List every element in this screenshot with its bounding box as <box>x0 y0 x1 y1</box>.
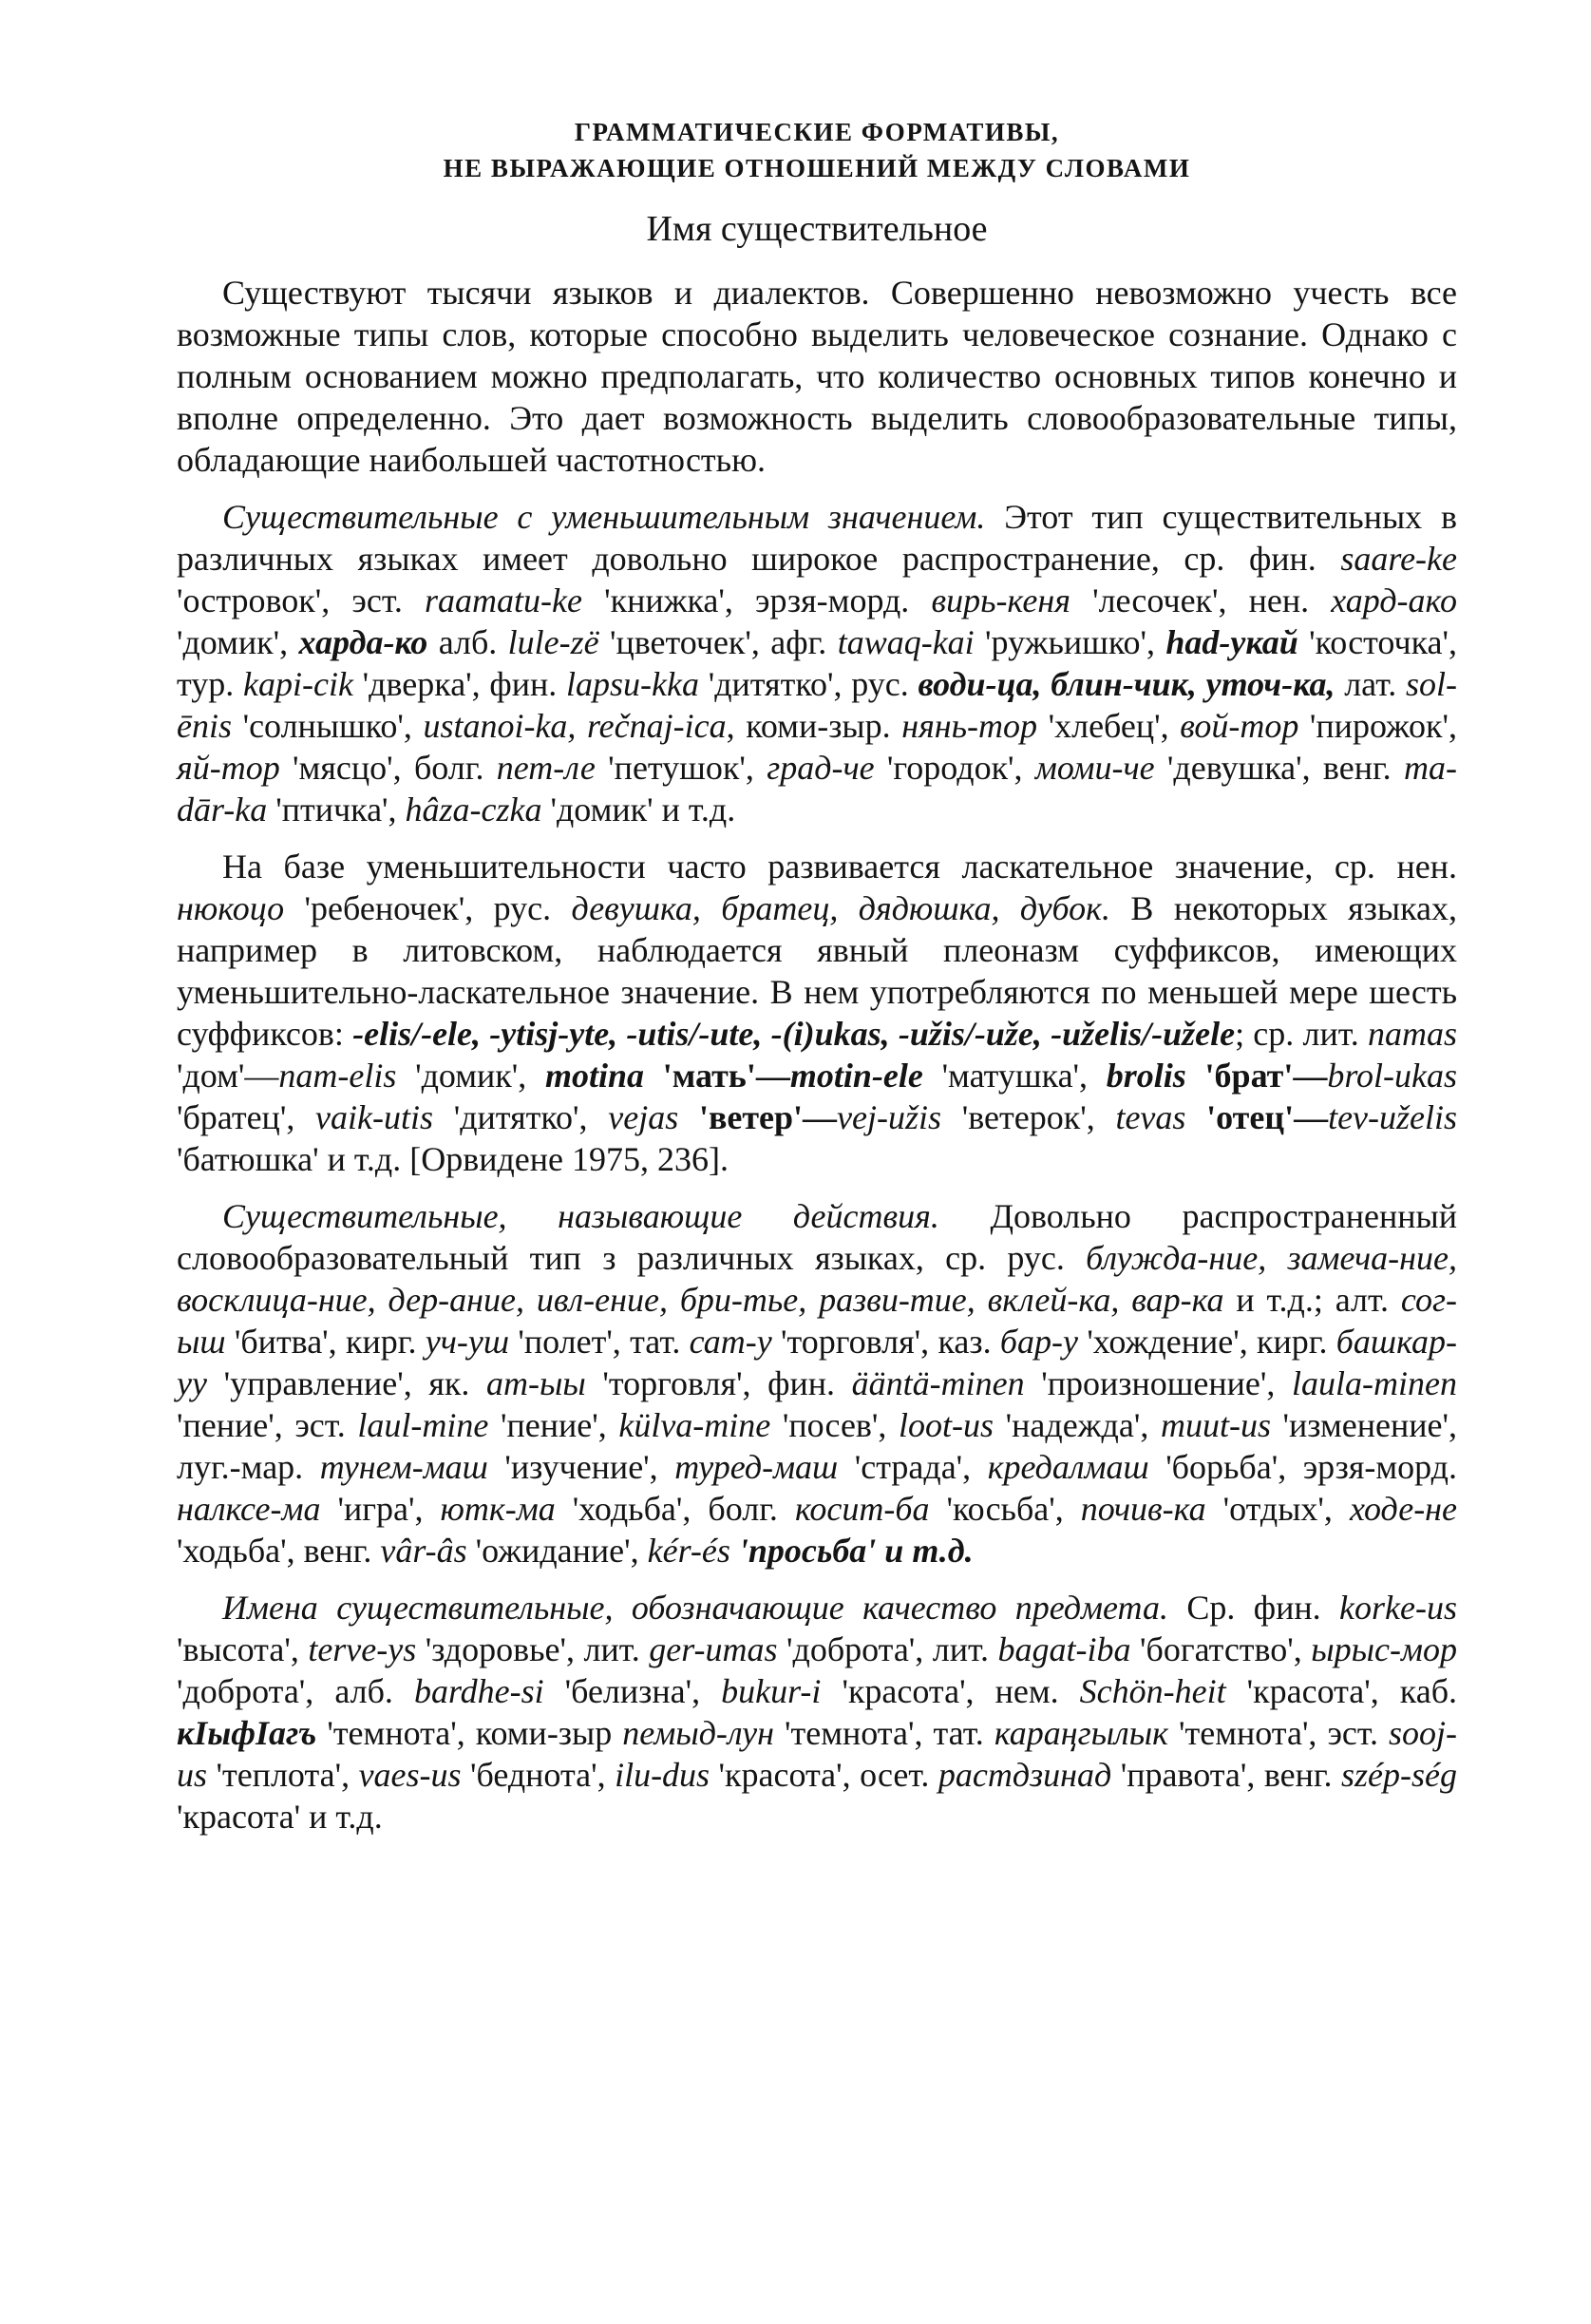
gloss: 'полет', тат. <box>509 1323 690 1361</box>
gloss: 'брат'— <box>1185 1057 1328 1095</box>
gloss: 'цветочек', афг. <box>598 623 838 661</box>
example-word: хард-ако <box>1331 581 1457 619</box>
section-heading-line-2: НЕ ВЫРАЖАЮЩИЕ ОТНОШЕНИЙ МЕЖДУ СЛОВАМИ <box>443 154 1191 182</box>
gloss: 'борьба', эрзя-морд. <box>1148 1448 1457 1486</box>
text: Довольно распространенный словообразовательный тип з различных языках, ср. рус. <box>177 1197 1457 1277</box>
book-page <box>177 114 1457 1853</box>
gloss: 'богатство', <box>1130 1630 1312 1668</box>
example-word: ma-dār-ka <box>177 749 1457 829</box>
text: В некоторых языках, например в литовском, наблюдается явный плеоназм суффиксов, имеющих уменьшительно-ласкательное значение. В нем употребляются по меньшей мере шесть суффиксов: <box>177 889 1458 1053</box>
example-word: sooj-us <box>177 1714 1457 1794</box>
example-word: brol-ukas <box>1327 1057 1457 1095</box>
text: Ср. фин. <box>1167 1589 1340 1627</box>
example-word: korke-us <box>1339 1589 1457 1627</box>
gloss: 'белизна', <box>543 1672 722 1710</box>
gloss: 'страда', <box>838 1448 988 1486</box>
subsection-title: Имя существительное <box>646 209 988 249</box>
section-heading <box>177 114 1457 186</box>
gloss: 'матушка', <box>922 1057 1107 1095</box>
example-word: ger-umas <box>649 1630 778 1668</box>
example-word: пет-ле <box>496 749 596 787</box>
text: На базе уменьшительности часто развивается ласкательное значение, ср. нен. <box>222 848 1457 886</box>
example-word: lapsu-kka <box>566 665 699 703</box>
gloss: 'ожидание', <box>466 1532 648 1570</box>
diminutive-paragraph <box>177 496 1457 830</box>
example-word: растдзинад <box>938 1756 1112 1794</box>
example-word: bukur-i <box>721 1672 822 1710</box>
section-heading-line-1: ГРАММАТИЧЕСКИЕ ФОРМАТИВЫ, <box>574 118 1060 146</box>
example-word: lule-zë <box>507 623 599 661</box>
example-word: град-че <box>767 749 875 787</box>
example-word: девушка, братец, дядюшка, дубок. <box>571 889 1111 927</box>
gloss: 'пирожок', <box>1298 707 1457 745</box>
example-word: вой-тор <box>1180 707 1299 745</box>
example-word: блужда-ние, замеча-ние, восклица-ние, дер-ание, ивл-ение, бри-тье, разви-тие, вклей-ка, вар-ка <box>177 1239 1457 1319</box>
gloss: 'надежда', <box>994 1406 1161 1444</box>
gloss: 'лесочек', нен. <box>1070 581 1332 619</box>
example-word: hâza-czka <box>405 791 542 829</box>
example-word: пемыд-лун <box>622 1714 774 1752</box>
gloss: 'доброта', алб. <box>177 1672 414 1710</box>
example-word: tevas <box>1115 1098 1186 1136</box>
example-word: bardhe-si <box>413 1672 544 1710</box>
gloss: 'мать'— <box>644 1057 790 1095</box>
paragraph-lead: Имена существительные, обозначающие качество предмета. <box>222 1589 1168 1627</box>
gloss: 'ветерок', <box>941 1098 1116 1136</box>
example-word: tawaq-kai <box>837 623 975 661</box>
gloss: 'посев', <box>770 1406 900 1444</box>
example-word: namas <box>1367 1015 1457 1053</box>
example-word: vejas <box>608 1098 679 1136</box>
example-word: vaik-utis <box>315 1098 434 1136</box>
example-word: Schön-heit <box>1079 1672 1226 1710</box>
example-word: косит-ба <box>794 1490 930 1528</box>
example-word: моми-че <box>1034 749 1155 787</box>
gloss: , коми-зыр. <box>726 707 902 745</box>
example-word: kapi-cik <box>243 665 353 703</box>
gloss: 'птичка', <box>267 791 406 829</box>
example-word: ходе-не <box>1349 1490 1458 1528</box>
gloss: 'батюшка' и т.д. <box>177 1140 410 1178</box>
gloss: 'торговля', фин. <box>585 1364 852 1402</box>
gloss: 'пение', эст. <box>177 1406 358 1444</box>
example-word: nam-elis <box>278 1057 397 1095</box>
example-word: ääntä-minen <box>851 1364 1025 1402</box>
example-word: бар-у <box>999 1323 1078 1361</box>
example-word: ilu-dus <box>615 1756 710 1794</box>
gloss: 'отдых', <box>1205 1490 1350 1528</box>
gloss: 'теплота', <box>207 1756 359 1794</box>
example-word: sol-ēnis <box>177 665 1457 745</box>
gloss: 'ходьба', болг. <box>555 1490 795 1528</box>
gloss: 'темнота', эст. <box>1167 1714 1389 1752</box>
gloss: 'отец'— <box>1185 1098 1329 1136</box>
example-word: raamatu-ke <box>424 581 582 619</box>
example-word: ustanoi-ka, rečnaj-ica <box>423 707 727 745</box>
gloss: 'островок', эст. <box>177 581 425 619</box>
example-word: muut-us <box>1160 1406 1271 1444</box>
gloss: 'торговля', каз. <box>771 1323 1000 1361</box>
example-word: кIыфIагъ <box>177 1714 317 1752</box>
gloss: 'ребеночек', рус. <box>284 889 572 927</box>
gloss: 'просьба' и т.д. <box>729 1532 974 1570</box>
affectionate-paragraph <box>177 846 1457 1180</box>
gloss: 'домик' и т.д. <box>541 791 736 829</box>
example-word: води-ца, блин-чик, уточ-ка, <box>918 665 1335 703</box>
citation: [Орвидене 1975, 236]. <box>409 1140 729 1178</box>
gloss: 'доброта', лит. <box>777 1630 998 1668</box>
example-word: ырыс-мор <box>1311 1630 1457 1668</box>
gloss: 'дом'— <box>177 1057 279 1095</box>
gloss: 'правота', венг. <box>1111 1756 1342 1794</box>
example-word: terve-ys <box>308 1630 417 1668</box>
suffix-list: -elis/-ele, -ytisj-yte, -utis/-ute, -(i)ukas, -užis/-uže, -uželis/-užele <box>352 1015 1236 1053</box>
example-word: харда-ко <box>298 623 428 661</box>
example-word: сог-ыш <box>177 1281 1457 1361</box>
gloss: 'солнышко', <box>232 707 424 745</box>
example-word: szép-ség <box>1341 1756 1458 1794</box>
gloss: 'дверка', фин. <box>352 665 566 703</box>
gloss: 'битва', кирг. <box>225 1323 426 1361</box>
gloss: лат. <box>1335 665 1406 703</box>
example-word: ат-ыы <box>486 1364 586 1402</box>
gloss: 'высота', <box>177 1630 309 1668</box>
example-word: уч-уш <box>425 1323 510 1361</box>
gloss: 'ходьба', венг. <box>177 1532 381 1570</box>
gloss: 'изучение', <box>487 1448 675 1486</box>
gloss: 'братец', <box>177 1098 316 1136</box>
gloss: 'игра', <box>320 1490 441 1528</box>
example-word: laul-mine <box>357 1406 489 1444</box>
gloss: 'красота', нем. <box>821 1672 1080 1710</box>
example-word: motin-ele <box>789 1057 923 1095</box>
example-word: vaes-us <box>358 1756 462 1794</box>
gloss: 'красота' и т.д. <box>177 1798 383 1836</box>
example-word: нюкоцо <box>177 889 285 927</box>
example-word: loot-us <box>899 1406 994 1444</box>
gloss: 'здоровье', лит. <box>416 1630 650 1668</box>
text: Этот тип существительных в различных языках имеет довольно широкое распространение, ср. фин. <box>177 498 1457 578</box>
gloss: 'красота', каб. <box>1225 1672 1458 1710</box>
example-word: яй-тор <box>177 749 280 787</box>
example-word: нянь-тор <box>901 707 1038 745</box>
gloss: 'дитятко', <box>433 1098 609 1136</box>
example-word: туред-маш <box>674 1448 839 1486</box>
action-nouns-paragraph <box>177 1195 1457 1572</box>
example-word: kér-és <box>647 1532 730 1570</box>
example-word: ютк-ма <box>440 1490 556 1528</box>
gloss: 'косьба', <box>929 1490 1081 1528</box>
example-word: вирь-кеня <box>931 581 1070 619</box>
example-word: motina <box>545 1057 645 1095</box>
paragraph-lead: Существительные, называющие действия. <box>222 1197 939 1235</box>
intro-paragraph: Существуют тысячи языков и диалектов. Совершенно невозможно учесть все возможные типы слов, которые способно выделить человеческое сознание. Однако с полным основанием можно предполагать, что количество основных типов конечно и вполне определенно. Это дает возможность выделить словообразовательные типы, обладающие наибольшей частотностью. <box>177 274 1457 479</box>
gloss: 'темнота', тат. <box>773 1714 994 1752</box>
gloss: 'беднота', <box>461 1756 616 1794</box>
example-word: сат-у <box>689 1323 772 1361</box>
gloss: 'книжка', эрзя-морд. <box>581 581 932 619</box>
gloss: 'изменение', луг.-мар. <box>177 1406 1458 1486</box>
gloss: 'ружьишко', <box>974 623 1166 661</box>
example-word: had-укай <box>1165 623 1298 661</box>
example-word: külva-mine <box>618 1406 771 1444</box>
gloss: 'темнота', коми-зыр <box>316 1714 623 1752</box>
gloss: 'красота', осет. <box>710 1756 938 1794</box>
example-word: башкар-уу <box>177 1323 1457 1402</box>
quality-nouns-paragraph <box>177 1587 1457 1838</box>
example-word: vej-užis <box>837 1098 942 1136</box>
gloss: алб. <box>427 623 508 661</box>
gloss: 'управление', як. <box>206 1364 487 1402</box>
gloss: 'хождение', кирг. <box>1078 1323 1336 1361</box>
gloss: 'хлебец', <box>1037 707 1181 745</box>
example-word: почив-ка <box>1080 1490 1206 1528</box>
gloss: 'домик', <box>177 623 299 661</box>
gloss: 'девушка', венг. <box>1154 749 1404 787</box>
example-word: tev-uželis <box>1328 1098 1458 1136</box>
example-word: тунем-маш <box>319 1448 488 1486</box>
gloss: 'произношение', <box>1024 1364 1293 1402</box>
example-word: brolis <box>1106 1057 1186 1095</box>
gloss: 'дитятко', рус. <box>698 665 919 703</box>
example-word: vâr-âs <box>380 1532 467 1570</box>
gloss: 'петушок', <box>595 749 767 787</box>
gloss: 'пение', <box>488 1406 619 1444</box>
gloss: 'городок', <box>874 749 1035 787</box>
example-word: налксе-ма <box>177 1490 321 1528</box>
paragraph-lead: Существительные с уменьшительным значением. <box>222 498 986 536</box>
text: ; ср. лит. <box>1235 1015 1368 1053</box>
gloss: 'косточка', тур. <box>177 623 1458 703</box>
example-word: кредалмаш <box>987 1448 1149 1486</box>
gloss: 'мясцо', болг. <box>279 749 497 787</box>
gloss: 'домик', <box>396 1057 545 1095</box>
example-word: bagat-iba <box>997 1630 1131 1668</box>
example-word: laula-minen <box>1292 1364 1457 1402</box>
gloss: 'ветер'— <box>678 1098 838 1136</box>
example-word: караңгылык <box>994 1714 1168 1752</box>
gloss: и т.д.; алт. <box>1223 1281 1401 1319</box>
example-word: saare-ke <box>1340 540 1457 578</box>
